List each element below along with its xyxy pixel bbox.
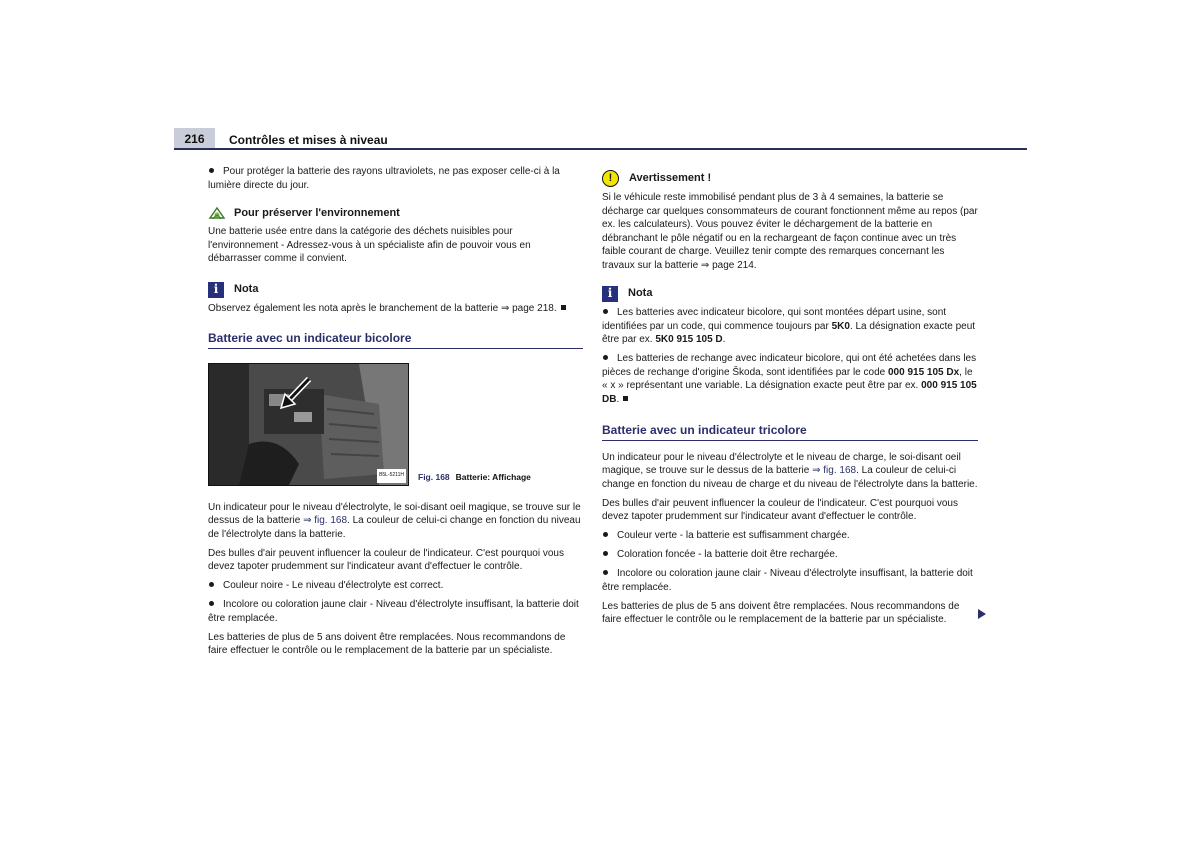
figure-code: B5L-5211H	[377, 469, 406, 483]
bullet-icon	[603, 355, 608, 360]
recycle-leaf-icon	[208, 206, 226, 221]
warning-text: Si le véhicule reste immobilisé pendant plus de 3 à 4 semaines, la batterie se décharge car quelques consommateurs de courant fonctionnent même au repos (par ex. les calculateurs). Vous pouvez éviter le déchargement de la batterie en débranchant le pôle négatif ou en la rechargeant de façon continue avec un très faible courant de charge. Veuillez tenir compte des remarques concernant les travaux sur la batterie ⇒ page 214.	[602, 192, 978, 271]
nota-heading: i Nota	[208, 282, 583, 298]
figure-caption: Fig. 168 Batterie: Affichage	[418, 472, 531, 482]
warning-heading: ! Avertissement !	[602, 170, 978, 187]
section-title-tricolore: Batterie avec un indicateur tricolore	[602, 424, 978, 441]
bullet-icon	[603, 551, 608, 556]
right-column	[602, 170, 978, 632]
paragraph: Un indicateur pour le niveau d'électrolyte, le soi-disant oeil magique, se trouve sur le dessus de la batterie ⇒ fig. 168. La couleur de celui-ci change en fonction du niveau de l'électrolyte dans la batterie.	[208, 501, 581, 540]
env-heading: Pour préserver l'environnement	[208, 206, 583, 221]
figure	[208, 363, 583, 486]
warning-icon: !	[602, 170, 619, 187]
bullet-icon	[603, 570, 608, 575]
env-text: Une batterie usée entre dans la catégorie des déchets nuisibles pour l'environnement - Adressez-vous à un spécialiste afin de pouvoir vous en débarrasser comme il convient.	[208, 226, 531, 264]
bullet-item: Coloration foncée - la batterie doit être rechargée.	[602, 548, 978, 562]
bullet-item: Les batteries de rechange avec indicateur bicolore, qui ont été achetées dans les pièces de rechange d'origine Škoda, sont identifiées par le code 000 915 105 Dx, le « x » représentant une variable. La désignation exacte peut être par ex. 000 915 105 DB.	[602, 353, 977, 405]
bullet-icon	[209, 601, 214, 606]
end-mark-icon	[561, 305, 566, 310]
paragraph: Des bulles d'air peuvent influencer la couleur de l'indicateur. C'est pourquoi vous devez tapoter prudemment sur l'indicateur avant d'effectuer le contrôle.	[208, 547, 564, 572]
bullet-icon	[603, 532, 608, 537]
bullet-icon	[209, 168, 214, 173]
paragraph: Les batteries de plus de 5 ans doivent être remplacées. Nous recommandons de faire effectuer le contrôle ou le remplacement de la batterie par un spécialiste.	[208, 631, 566, 656]
end-mark-icon	[623, 396, 628, 401]
bullet-icon	[603, 309, 608, 314]
left-column	[208, 165, 583, 663]
section-title-bicolore: Batterie avec un indicateur bicolore	[208, 332, 583, 349]
page-number: 216	[174, 128, 215, 150]
nota-heading: i Nota	[602, 286, 978, 302]
nota-text: Observez également les nota après le branchement de la batterie ⇒ page 218.	[208, 302, 583, 316]
bullet-item: Incolore ou coloration jaune clair - Niveau d'électrolyte insuffisant, la batterie doit être remplacée.	[208, 599, 579, 624]
figure-link[interactable]: ⇒ fig. 168	[303, 515, 348, 526]
page-title: Contrôles et mises à niveau	[229, 133, 388, 147]
paragraph: Les batteries de plus de 5 ans doivent être remplacées. Nous recommandons de faire effectuer le contrôle ou le remplacement de la batterie par un spécialiste.	[602, 600, 960, 625]
paragraph: Un indicateur pour le niveau d'électrolyte et le niveau de charge, le soi-disant oeil magique, se trouve sur le dessus de la batterie ⇒ fig. 168. La couleur de celui-ci change en fonction du niveau de charge et du niveau de l'électrolyte dans la batterie.	[602, 451, 978, 490]
bullet-item: Couleur verte - la batterie est suffisamment chargée.	[602, 529, 978, 543]
bullet-icon	[209, 582, 214, 587]
info-icon: i	[208, 282, 224, 298]
bullet-item: Incolore ou coloration jaune clair - Niveau d'électrolyte insuffisant, la batterie doit être remplacée.	[602, 568, 973, 593]
header-rule	[174, 148, 1027, 150]
continue-arrow-icon	[978, 609, 986, 619]
battery-photo	[208, 363, 409, 486]
bullet-item: Couleur noire - Le niveau d'électrolyte est correct.	[208, 579, 583, 593]
info-icon: i	[602, 286, 618, 302]
figure-link[interactable]: ⇒ fig. 168	[812, 465, 857, 476]
bullet-item: Les batteries avec indicateur bicolore, qui sont montées départ usine, sont identifiées par un code, qui commence toujours par 5K0. La désignation exacte peut être par ex. 5K0 915 105 D.	[602, 307, 976, 345]
bullet-item: Pour protéger la batterie des rayons ultraviolets, ne pas exposer celle-ci à la lumière directe du jour.	[208, 166, 560, 191]
paragraph: Des bulles d'air peuvent influencer la couleur de l'indicateur. C'est pourquoi vous devez tapoter prudemment sur l'indicateur avant d'effectuer le contrôle.	[602, 497, 958, 522]
